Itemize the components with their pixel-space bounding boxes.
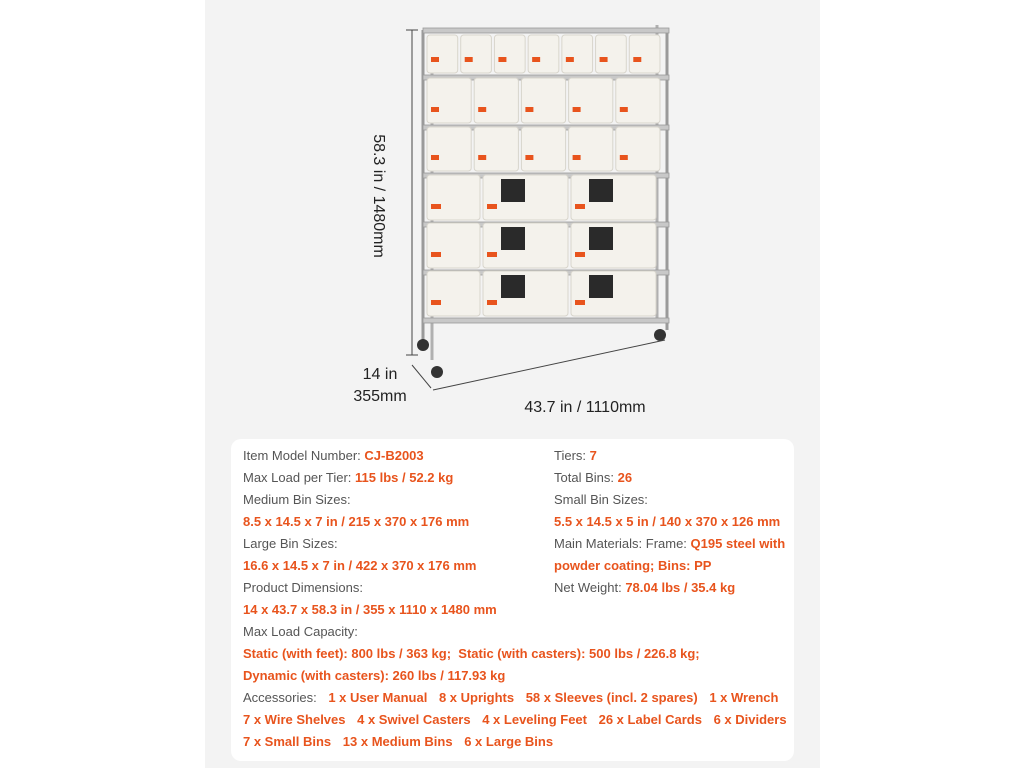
- model-row: [243, 447, 424, 464]
- accessories-line-2: [243, 711, 787, 728]
- divider: [501, 179, 525, 202]
- accessory-item: 26 x Label Cards: [598, 712, 702, 727]
- maxload-row: [243, 469, 453, 486]
- label-card: [431, 57, 439, 62]
- medium-value: 8.5 x 14.5 x 7 in / 215 x 370 x 176 mm: [243, 514, 470, 529]
- label-card: [600, 57, 608, 62]
- maxload-value: 115 lbs / 52.2 kg: [355, 470, 454, 485]
- bin: [569, 78, 613, 123]
- bin: [483, 271, 568, 316]
- accessories-line-3: [243, 733, 553, 750]
- wire-shelving-with-bins-illustration: [205, 0, 820, 435]
- label-card: [478, 107, 486, 112]
- tiers-value: 7: [589, 448, 597, 463]
- divider: [589, 275, 613, 298]
- capacity-line-2: Dynamic (with casters): 260 lbs / 117.93 kg: [243, 668, 506, 683]
- label-card: [620, 155, 628, 160]
- label-card: [478, 155, 486, 160]
- width-dimension-label: 43.7 in / 1110mm: [524, 399, 646, 416]
- wire-shelf: [423, 28, 669, 33]
- bin: [483, 175, 568, 220]
- bin: [427, 78, 471, 123]
- divider: [501, 275, 525, 298]
- bin: [571, 271, 656, 316]
- label-card: [573, 107, 581, 112]
- caster-wheel: [417, 339, 429, 351]
- label-card: [575, 300, 585, 305]
- bin: [562, 35, 593, 73]
- label-card: [487, 252, 497, 257]
- bin: [616, 78, 660, 123]
- label-card: [633, 57, 641, 62]
- bin: [427, 175, 480, 220]
- bin: [427, 127, 471, 171]
- label-card: [465, 57, 473, 62]
- label-card: [525, 107, 533, 112]
- medium-label: Medium Bin Sizes:: [243, 492, 351, 507]
- bin: [474, 127, 518, 171]
- bins-value: 26: [617, 470, 633, 485]
- bin: [427, 35, 458, 73]
- label-card: [431, 107, 439, 112]
- product-dimensions-value: 14 x 43.7 x 58.3 in / 355 x 1110 x 1480 mm: [243, 602, 497, 617]
- weight-label: Net Weight:: [554, 580, 622, 595]
- large-label: Large Bin Sizes:: [243, 536, 338, 551]
- accessories-label: Accessories:: [243, 690, 317, 705]
- wire-shelf: [423, 318, 669, 323]
- bin: [616, 127, 660, 171]
- caster-wheel: [654, 329, 666, 341]
- label-card: [487, 204, 497, 209]
- tiers-row: [554, 447, 597, 464]
- label-card: [487, 300, 497, 305]
- label-card: [525, 155, 533, 160]
- bin: [571, 175, 656, 220]
- label-card: [575, 204, 585, 209]
- accessory-item: 1 x User Manual: [328, 690, 428, 705]
- weight-value: 78.04 lbs / 35.4 kg: [625, 580, 736, 595]
- accessory-item: 58 x Sleeves (incl. 2 spares): [525, 690, 698, 705]
- depth-inches: 14 in: [362, 366, 398, 383]
- capacity-label: Max Load Capacity:: [243, 624, 358, 639]
- label-card: [620, 107, 628, 112]
- bin: [569, 127, 613, 171]
- bin: [596, 35, 627, 73]
- label-card: [532, 57, 540, 62]
- product-dimensions-label: Product Dimensions:: [243, 580, 363, 595]
- bin: [474, 78, 518, 123]
- label-card: [431, 155, 439, 160]
- materials-label: Main Materials: Frame:: [554, 536, 687, 551]
- divider: [589, 179, 613, 202]
- accessory-item: 4 x Leveling Feet: [482, 712, 587, 727]
- bin: [483, 223, 568, 268]
- materials-value-1: Q195 steel with: [690, 536, 786, 551]
- materials-value-2: powder coating; Bins: PP: [554, 558, 712, 573]
- weight-row: [554, 579, 735, 596]
- divider: [501, 227, 525, 250]
- label-card: [431, 300, 441, 305]
- depth-dimension-label: [345, 364, 415, 408]
- bin: [521, 78, 565, 123]
- label-card: [431, 204, 441, 209]
- bins-label: Total Bins:: [554, 470, 614, 485]
- accessories-line-1: [243, 689, 778, 706]
- small-value: 5.5 x 14.5 x 5 in / 140 x 370 x 126 mm: [554, 514, 781, 529]
- accessory-item: 6 x Large Bins: [464, 734, 554, 749]
- bin: [427, 271, 480, 316]
- label-card: [431, 252, 441, 257]
- accessory-item: 6 x Dividers: [713, 712, 787, 727]
- label-card: [566, 57, 574, 62]
- bin: [521, 127, 565, 171]
- accessory-item: 4 x Swivel Casters: [357, 712, 471, 727]
- capacity-line-1: Static (with feet): 800 lbs / 363 kg; Static (with casters): 500 lbs / 226.8 kg;: [243, 646, 700, 661]
- accessory-item: 1 x Wrench: [709, 690, 779, 705]
- label-card: [573, 155, 581, 160]
- accessory-item: 13 x Medium Bins: [342, 734, 453, 749]
- materials-row: [554, 535, 785, 552]
- height-dimension-label: 58.3 in / 1480mm: [370, 134, 387, 258]
- depth-mm: 355mm: [353, 388, 407, 405]
- bin: [494, 35, 525, 73]
- bins-row: [554, 469, 632, 486]
- divider: [589, 227, 613, 250]
- small-label: Small Bin Sizes:: [554, 492, 648, 507]
- bin: [571, 223, 656, 268]
- caster-wheel: [431, 366, 443, 378]
- accessory-item: 7 x Wire Shelves: [243, 712, 346, 727]
- bin: [528, 35, 559, 73]
- large-value: 16.6 x 14.5 x 7 in / 422 x 370 x 176 mm: [243, 558, 477, 573]
- accessory-item: 7 x Small Bins: [243, 734, 332, 749]
- model-label: Item Model Number:: [243, 448, 361, 463]
- bin: [461, 35, 492, 73]
- tiers-label: Tiers:: [554, 448, 587, 463]
- bin: [629, 35, 660, 73]
- bin: [427, 223, 480, 268]
- accessory-item: 8 x Uprights: [438, 690, 515, 705]
- model-value: CJ-B2003: [364, 448, 424, 463]
- label-card: [575, 252, 585, 257]
- maxload-label: Max Load per Tier:: [243, 470, 352, 485]
- label-card: [498, 57, 506, 62]
